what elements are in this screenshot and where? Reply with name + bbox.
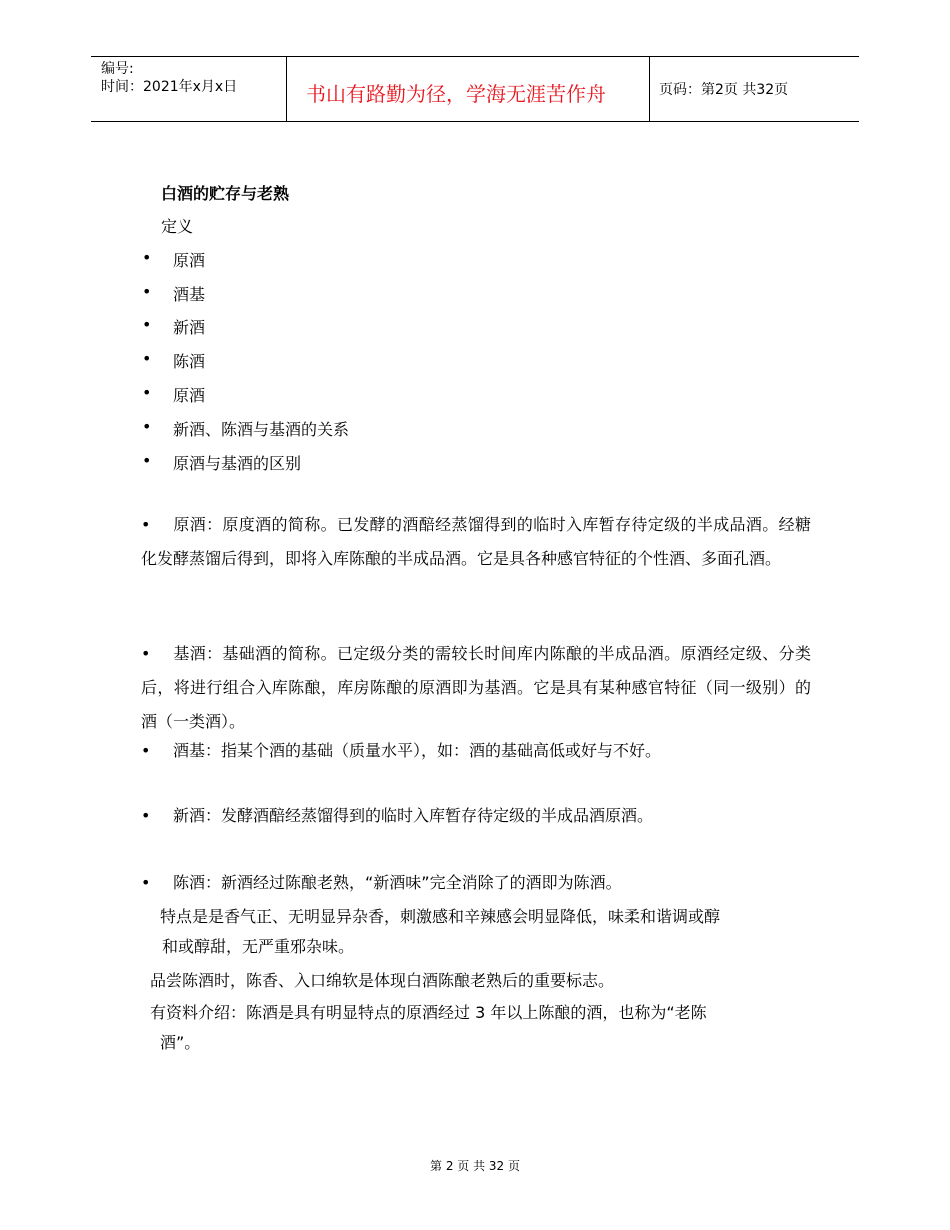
document-title: 白酒的贮存与老熟 bbox=[161, 184, 290, 203]
header-top-rule bbox=[91, 56, 859, 57]
tasting-note: 品尝陈酒时，陈香、入口绵软是体现白酒陈酿老熟后的重要标志。 bbox=[150, 971, 615, 990]
paragraph-chenjiu bbox=[141, 866, 811, 900]
paragraph-xinjiu bbox=[141, 799, 811, 833]
bullet: • bbox=[142, 383, 152, 402]
reference-line-2: 酒”。 bbox=[160, 1033, 201, 1052]
reference-line-1: 有资料介绍：陈酒是具有明显特点的原酒经过 3 年以上陈酿的酒，也称为“老陈 bbox=[150, 1003, 707, 1022]
list-item: 原酒 bbox=[173, 251, 206, 270]
bullet: • bbox=[142, 248, 152, 267]
trait-line-2: 和或醇甜，无严重邪杂味。 bbox=[162, 937, 355, 956]
bullet: • bbox=[142, 417, 152, 436]
bullet: • bbox=[141, 644, 151, 663]
bullet: • bbox=[142, 282, 152, 301]
list-item: 新酒 bbox=[173, 318, 206, 337]
paragraph-text: 原酒：原度酒的简称。已发酵的酒醅经蒸馏得到的临时入库暂存待定级的半成品酒。经糖化发酵蒸馏后得到，即将入库陈酿的半成品酒。它是具各种感官特征的个性酒、多面孔酒。 bbox=[141, 515, 811, 568]
paragraph-jijiu bbox=[141, 637, 811, 739]
bullet: • bbox=[141, 873, 151, 892]
header-divider-right bbox=[649, 56, 650, 122]
paragraph-jiuji bbox=[141, 734, 811, 768]
header-time-label: 时间：2021年x月x日 bbox=[101, 79, 238, 95]
bullet: • bbox=[141, 741, 151, 760]
trait-line-1: 特点是是香气正、无明显异杂香，刺激感和辛辣感会明显降低，味柔和谐调或醇 bbox=[160, 907, 721, 926]
bullet: • bbox=[141, 515, 151, 534]
list-item: 陈酒 bbox=[173, 352, 206, 371]
paragraph-text: 陈酒：新酒经过陈酿老熟，“新酒味”完全消除了的酒即为陈酒。 bbox=[173, 873, 622, 892]
page-footer: 第 2 页 共 32 页 bbox=[430, 1159, 520, 1173]
bullet: • bbox=[142, 451, 152, 470]
list-item: 原酒与基酒的区别 bbox=[173, 454, 302, 473]
paragraph-text: 新酒：发酵酒醅经蒸馏得到的临时入库暂存待定级的半成品酒原酒。 bbox=[173, 806, 654, 825]
header-motto: 书山有路勤为径，学海无涯苦作舟 bbox=[306, 82, 606, 106]
header-page-label: 页码：第2页 共32页 bbox=[659, 82, 789, 98]
definition-label: 定义 bbox=[161, 217, 194, 236]
bullet: • bbox=[142, 349, 152, 368]
paragraph-text: 基酒：基础酒的简称。已定级分类的需较长时间库内陈酿的半成品酒。原酒经定级、分类后，将进行组合入库陈酿，库房陈酿的原酒即为基酒。它是具有某种感官特征（同一级别）的酒（一类酒）。 bbox=[141, 644, 811, 731]
header-divider-left bbox=[286, 56, 287, 122]
bullet: • bbox=[141, 806, 151, 825]
header-number-label: 编号: bbox=[101, 61, 134, 77]
list-item: 新酒、陈酒与基酒的关系 bbox=[173, 420, 350, 439]
header-bottom-rule bbox=[91, 121, 859, 122]
bullet: • bbox=[142, 315, 152, 334]
paragraph-yuanjiu bbox=[141, 508, 811, 576]
list-item: 原酒 bbox=[173, 386, 206, 405]
paragraph-text: 酒基：指某个酒的基础（质量水平），如：酒的基础高低或好与不好。 bbox=[173, 741, 662, 760]
list-item: 酒基 bbox=[173, 285, 206, 304]
